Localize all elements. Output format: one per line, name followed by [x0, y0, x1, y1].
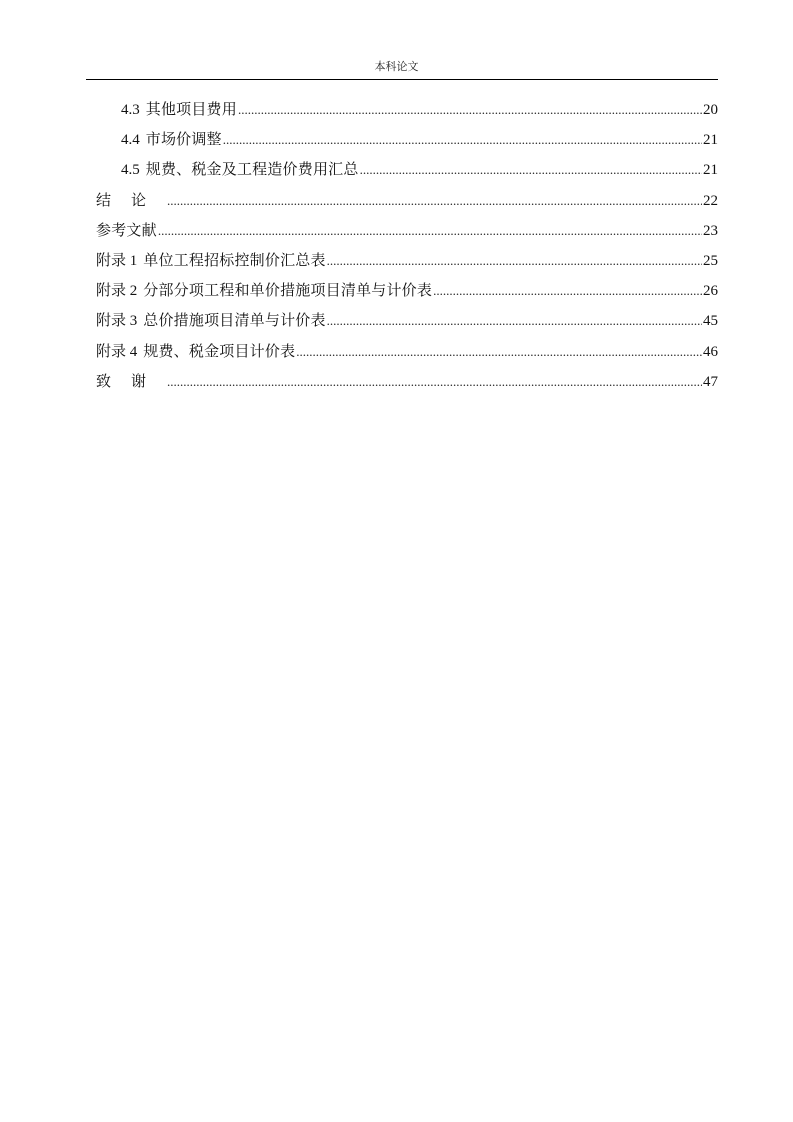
- toc-entry-title: 规费、税金项目计价表: [143, 341, 296, 360]
- toc-entry-page: 23: [703, 222, 718, 239]
- toc-entry-number: 4.4: [121, 132, 140, 149]
- toc-entry-4-4[interactable]: [96, 124, 718, 154]
- toc-entry-acknowledgements[interactable]: [96, 366, 718, 396]
- toc-entry-title: 市场价调整: [145, 130, 222, 149]
- toc-entry-page: 26: [703, 283, 718, 300]
- toc-entry-number: 附录 3: [96, 313, 138, 330]
- toc-entry-title: 参考文献: [96, 220, 157, 239]
- toc-entry-appendix-4[interactable]: [96, 336, 718, 366]
- page-header: 本科论文: [374, 60, 419, 73]
- toc-entry-page: 20: [703, 102, 718, 118]
- toc-entry-conclusion[interactable]: [96, 185, 718, 215]
- toc-entry-page: 45: [703, 313, 718, 330]
- dot-leader: [158, 216, 702, 246]
- toc-entry-number: 附录 2: [96, 283, 138, 300]
- toc-entry-page: 21: [703, 132, 718, 149]
- toc-entry-page: 22: [703, 192, 718, 209]
- toc-entry-number: 4.5: [121, 162, 140, 179]
- table-of-contents: [96, 94, 718, 396]
- toc-entry-4-3[interactable]: [96, 94, 718, 124]
- toc-entry-appendix-1[interactable]: [96, 245, 718, 275]
- toc-entry-title: 分部分项工程和单价措施项目清单与计价表: [143, 281, 433, 300]
- dot-leader: [167, 367, 702, 397]
- toc-entry-title: 规费、税金及工程造价费用汇总: [145, 160, 359, 179]
- dot-leader: [327, 246, 702, 276]
- dot-leader: [433, 276, 702, 306]
- dot-leader: [327, 306, 702, 336]
- toc-entry-title: 总价措施项目清单与计价表: [143, 311, 326, 330]
- toc-entry-page: 46: [703, 343, 718, 360]
- toc-entry-number: 4.3: [121, 102, 140, 118]
- dot-leader: [238, 95, 702, 125]
- dot-leader: [167, 186, 702, 216]
- toc-entry-title: 单位工程招标控制价汇总表: [143, 250, 326, 269]
- toc-entry-title: 结论: [96, 190, 167, 209]
- toc-entry-page: 47: [703, 373, 718, 390]
- toc-entry-references[interactable]: [96, 215, 718, 245]
- toc-entry-4-5[interactable]: [96, 154, 718, 184]
- dot-leader: [360, 155, 702, 185]
- header-divider: [86, 79, 718, 80]
- toc-entry-number: 附录 1: [96, 252, 138, 269]
- dot-leader: [296, 337, 702, 367]
- toc-entry-title: 其他项目费用: [145, 100, 237, 118]
- toc-entry-page: 25: [703, 252, 718, 269]
- toc-entry-page: 21: [703, 162, 718, 179]
- toc-entry-appendix-2[interactable]: [96, 275, 718, 305]
- dot-leader: [223, 125, 702, 155]
- toc-entry-title: 致谢: [96, 371, 167, 390]
- toc-entry-appendix-3[interactable]: [96, 305, 718, 335]
- toc-entry-number: 附录 4: [96, 343, 138, 360]
